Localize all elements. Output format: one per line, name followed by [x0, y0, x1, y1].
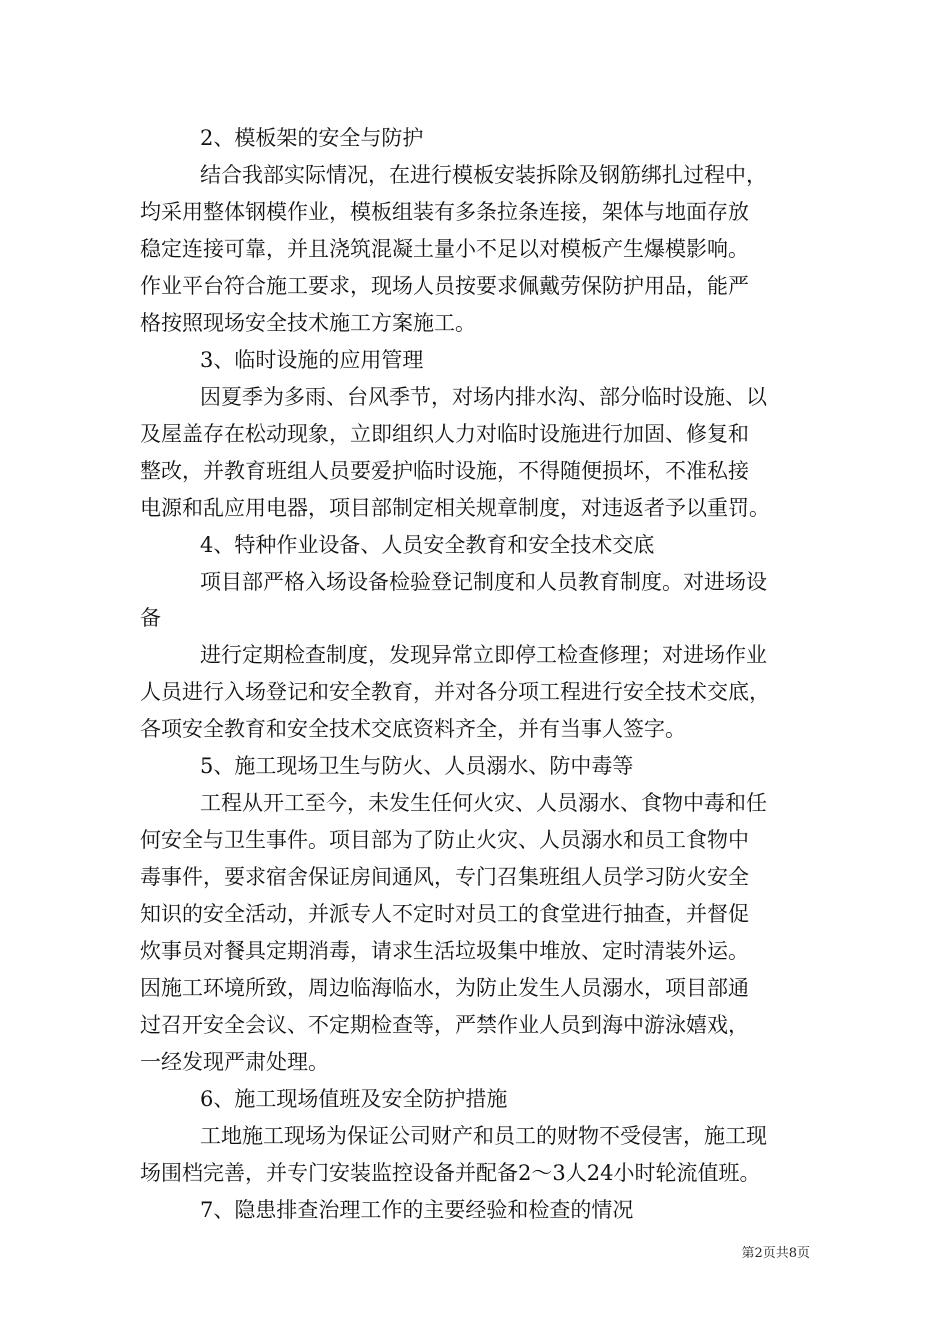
- text-line: 工地施工现场为保证公司财产和员工的财物不受侵害，施工现: [200, 1124, 767, 1148]
- text-line: 2、模板架的安全与防护: [200, 126, 424, 150]
- text-line: 6、施工现场值班及安全防护措施: [200, 1087, 508, 1111]
- text-line: 项目部严格入场设备检验登记制度和人员教育制度。对进场设: [200, 570, 767, 594]
- text-line: 4、特种作业设备、人员安全教育和安全技术交底: [200, 533, 655, 557]
- text-line: 整改，并教育班组人员要爱护临时设施，不得随便损坏，不准私接: [140, 459, 749, 483]
- text-line: 场围档完善，并专门安装监控设备并配备2～3人24小时轮流值班。: [140, 1161, 761, 1185]
- text-line: 过召开安全会议、不定期检查等，严禁作业人员到海中游泳嬉戏，: [140, 1013, 749, 1037]
- text-line: 炊事员对餐具定期消毒，请求生活垃圾集中堆放、定时清装外运。: [140, 939, 749, 963]
- text-line: 3、临时设施的应用管理: [200, 348, 424, 372]
- text-line: 结合我部实际情况，在进行模板安装拆除及钢筋绑扎过程中，: [200, 163, 767, 187]
- text-line: 7、隐患排查治理工作的主要经验和检查的情况: [200, 1198, 634, 1222]
- text-line: 备: [140, 606, 161, 630]
- text-line: 5、施工现场卫生与防火、人员溺水、防中毒等: [200, 754, 634, 778]
- page-number: 第2页共8页: [741, 1246, 810, 1261]
- text-line: 何安全与卫生事件。项目部为了防止火灾、人员溺水和员工食物中: [140, 828, 749, 852]
- text-line: 作业平台符合施工要求，现场人员按要求佩戴劳保防护用品，能严: [140, 274, 749, 298]
- text-line: 电源和乱应用电器，项目部制定相关规章制度，对违返者予以重罚。: [140, 496, 770, 520]
- text-line: 进行定期检查制度，发现异常立即停工检查修理；对进场作业: [200, 643, 767, 667]
- text-line: 知识的安全活动，并派专人不定时对员工的食堂进行抽查，并督促: [140, 902, 749, 926]
- text-line: 一经发现严肃处理。: [140, 1050, 329, 1074]
- text-line: 毒事件，要求宿舍保证房间通风，专门召集班组人员学习防火安全: [140, 865, 749, 889]
- text-line: 人员进行入场登记和安全教育，并对各分项工程进行安全技术交底，: [140, 680, 770, 704]
- text-line: 均采用整体钢模作业，模板组装有多条拉条连接，架体与地面存放: [140, 200, 749, 224]
- text-line: 因夏季为多雨、台风季节，对场内排水沟、部分临时设施、以: [200, 385, 767, 409]
- text-line: 稳定连接可靠，并且浇筑混凝土量小不足以对模板产生爆模影响。: [140, 237, 749, 261]
- text-line: 格按照现场安全技术施工方案施工。: [140, 311, 476, 335]
- text-line: 各项安全教育和安全技术交底资料齐全，并有当事人签字。: [140, 717, 686, 741]
- text-line: 因施工环境所致，周边临海临水，为防止发生人员溺水，项目部通: [140, 976, 749, 1000]
- text-line: 及屋盖存在松动现象，立即组织人力对临时设施进行加固、修复和: [140, 422, 749, 446]
- text-line: 工程从开工至今，未发生任何火灾、人员溺水、食物中毒和任: [200, 791, 767, 815]
